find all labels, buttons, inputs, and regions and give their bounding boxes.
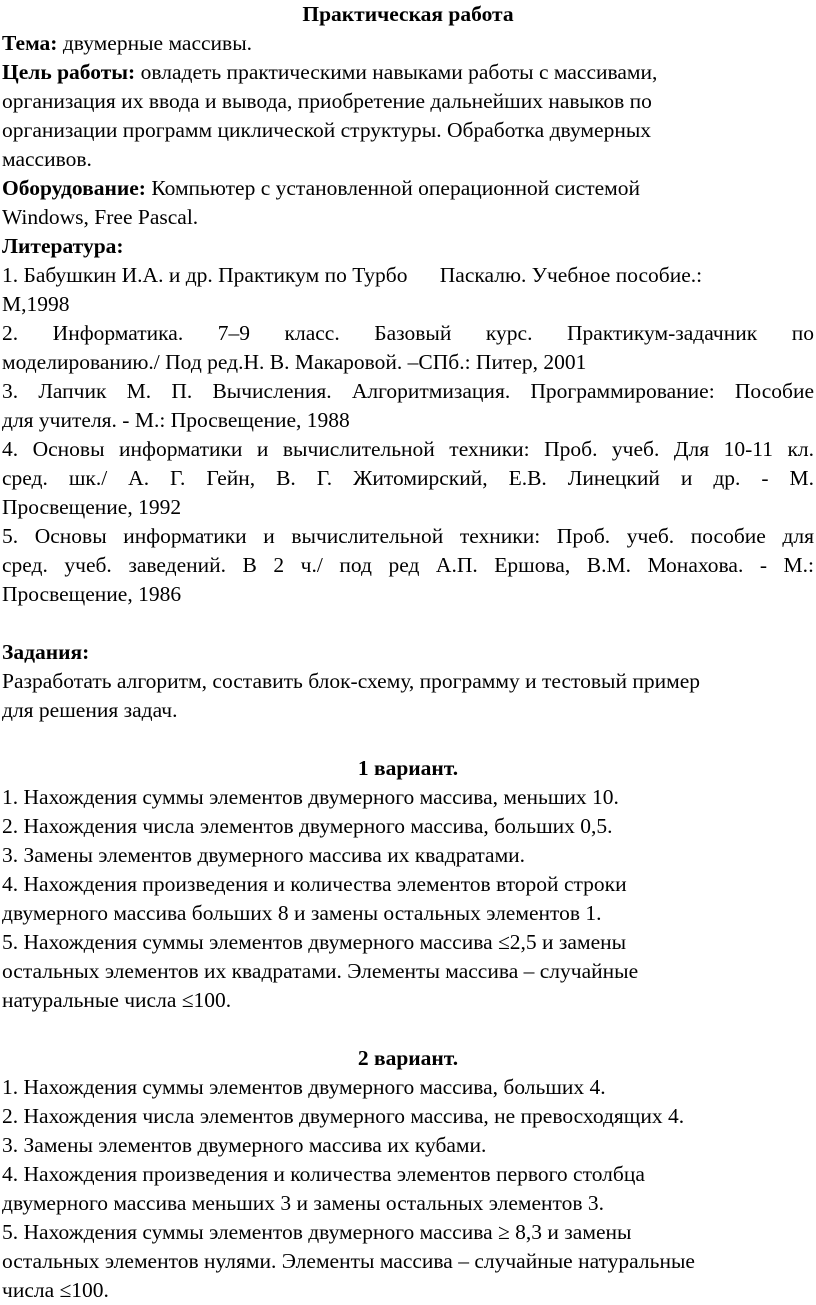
variant-1-line: 5. Нахождения суммы элементов двумерного массива ≤2,5 и замены [2,930,627,954]
literature-item-line: 4. Основы информатики и вычислительной техники: Проб. учеб. Для 10-11 кл. [2,437,814,461]
equipment-line: Компьютер с установленной операционной системой [145,176,641,200]
topic-label: Тема: [2,31,58,55]
variant-1-line: двумерного массива больших 8 и замены остальных элементов 1. [2,901,602,925]
variant-1-heading: 1 вариант. [357,756,459,780]
variant-2-line: остальных элементов нулями. Элементы массива – случайные натуральные [2,1249,695,1273]
variant-1-line: 3. Замены элементов двумерного массива их квадратами. [2,843,526,867]
equipment-label: Оборудование: [2,176,146,200]
variant-2-line: двумерного массива меньших 3 и замены остальных элементов 3. [2,1191,605,1215]
variant-2-line: 1. Нахождения суммы элементов двумерного массива, больших 4. [2,1075,606,1099]
variant-1-line: остальных элементов их квадратами. Элементы массива – случайные [2,959,639,983]
variant-1-line: 1. Нахождения суммы элементов двумерного массива, меньших 10. [2,785,619,809]
literature-item-line: 5. Основы информатики и вычислительной техники: Проб. учеб. пособие для [2,524,814,548]
spacer [2,725,814,754]
literature-label: Литература: [2,234,124,258]
page-title: Практическая работа [302,2,514,26]
literature-item-line: моделированию./ Под ред.Н. В. Макаровой. –СПб.: Питер, 2001 [2,350,587,374]
variant-1-line: 2. Нахождения числа элементов двумерного массива, больших 0,5. [2,814,613,838]
literature-item-line: Просвещение, 1986 [2,582,182,606]
literature-item-line: М,1998 [2,292,70,316]
goal-line: массивов. [2,147,92,171]
equipment-paragraph [2,174,814,232]
equipment-line: Windows, Free Pascal. [2,205,199,229]
literature-item-line: сред. учеб. заведений. В 2 ч./ под ред А.П. Ершова, В.М. Монахова. - М.: [2,553,814,577]
variant-1-list [2,783,814,1015]
variant-1-line: 4. Нахождения произведения и количества элементов второй строки [2,872,627,896]
topic-line [2,29,814,58]
literature-item-line: для учителя. - М.: Просвещение, 1988 [2,408,350,432]
literature-item-line: 2. Информатика. 7–9 класс. Базовый курс. Практикум-задачник по [2,321,814,345]
literature-list [2,261,814,609]
goal-line: организация их ввода и вывода, приобретение дальнейших навыков по [2,89,652,113]
literature-item-line: 3. Лапчик М. П. Вычисления. Алгоритмизация. Программирование: Пособие [2,379,814,403]
spacer [2,609,814,638]
literature-item-line: Просвещение, 1992 [2,495,182,519]
tasks-line: для решения задач. [2,698,178,722]
document-page [2,0,814,1305]
variant-2-line: числа ≤100. [2,1278,109,1302]
variant-2-line: 5. Нахождения суммы элементов двумерного массива ≥ 8,3 и замены [2,1220,632,1244]
tasks-label: Задания: [2,640,90,664]
literature-item-line: сред. шк./ А. Г. Гейн, В. Г. Житомирский, Е.В. Линецкий и др. - М. [2,466,814,490]
goal-label: Цель работы: [2,60,136,84]
literature-item-line: 1. Бабушкин И.А. и др. Практикум по Турбо Паскалю. Учебное пособие.: [2,263,703,287]
goal-paragraph [2,58,814,174]
topic-text: двумерные массивы. [57,31,253,55]
spacer [2,1015,814,1044]
goal-line: организации программ циклической структуры. Обработка двумерных [2,118,652,142]
goal-line: овладеть практическими навыками работы с массивами, [135,60,658,84]
tasks-line: Разработать алгоритм, составить блок-схему, программу и тестовый пример [2,669,701,693]
variant-2-line: 2. Нахождения числа элементов двумерного массива, не превосходящих 4. [2,1104,685,1128]
variant-2-list [2,1073,814,1305]
variant-1-line: натуральные числа ≤100. [2,988,232,1012]
variant-2-line: 3. Замены элементов двумерного массива их кубами. [2,1133,487,1157]
variant-2-line: 4. Нахождения произведения и количества элементов первого столбца [2,1162,645,1186]
variant-2-heading: 2 вариант. [357,1046,459,1070]
